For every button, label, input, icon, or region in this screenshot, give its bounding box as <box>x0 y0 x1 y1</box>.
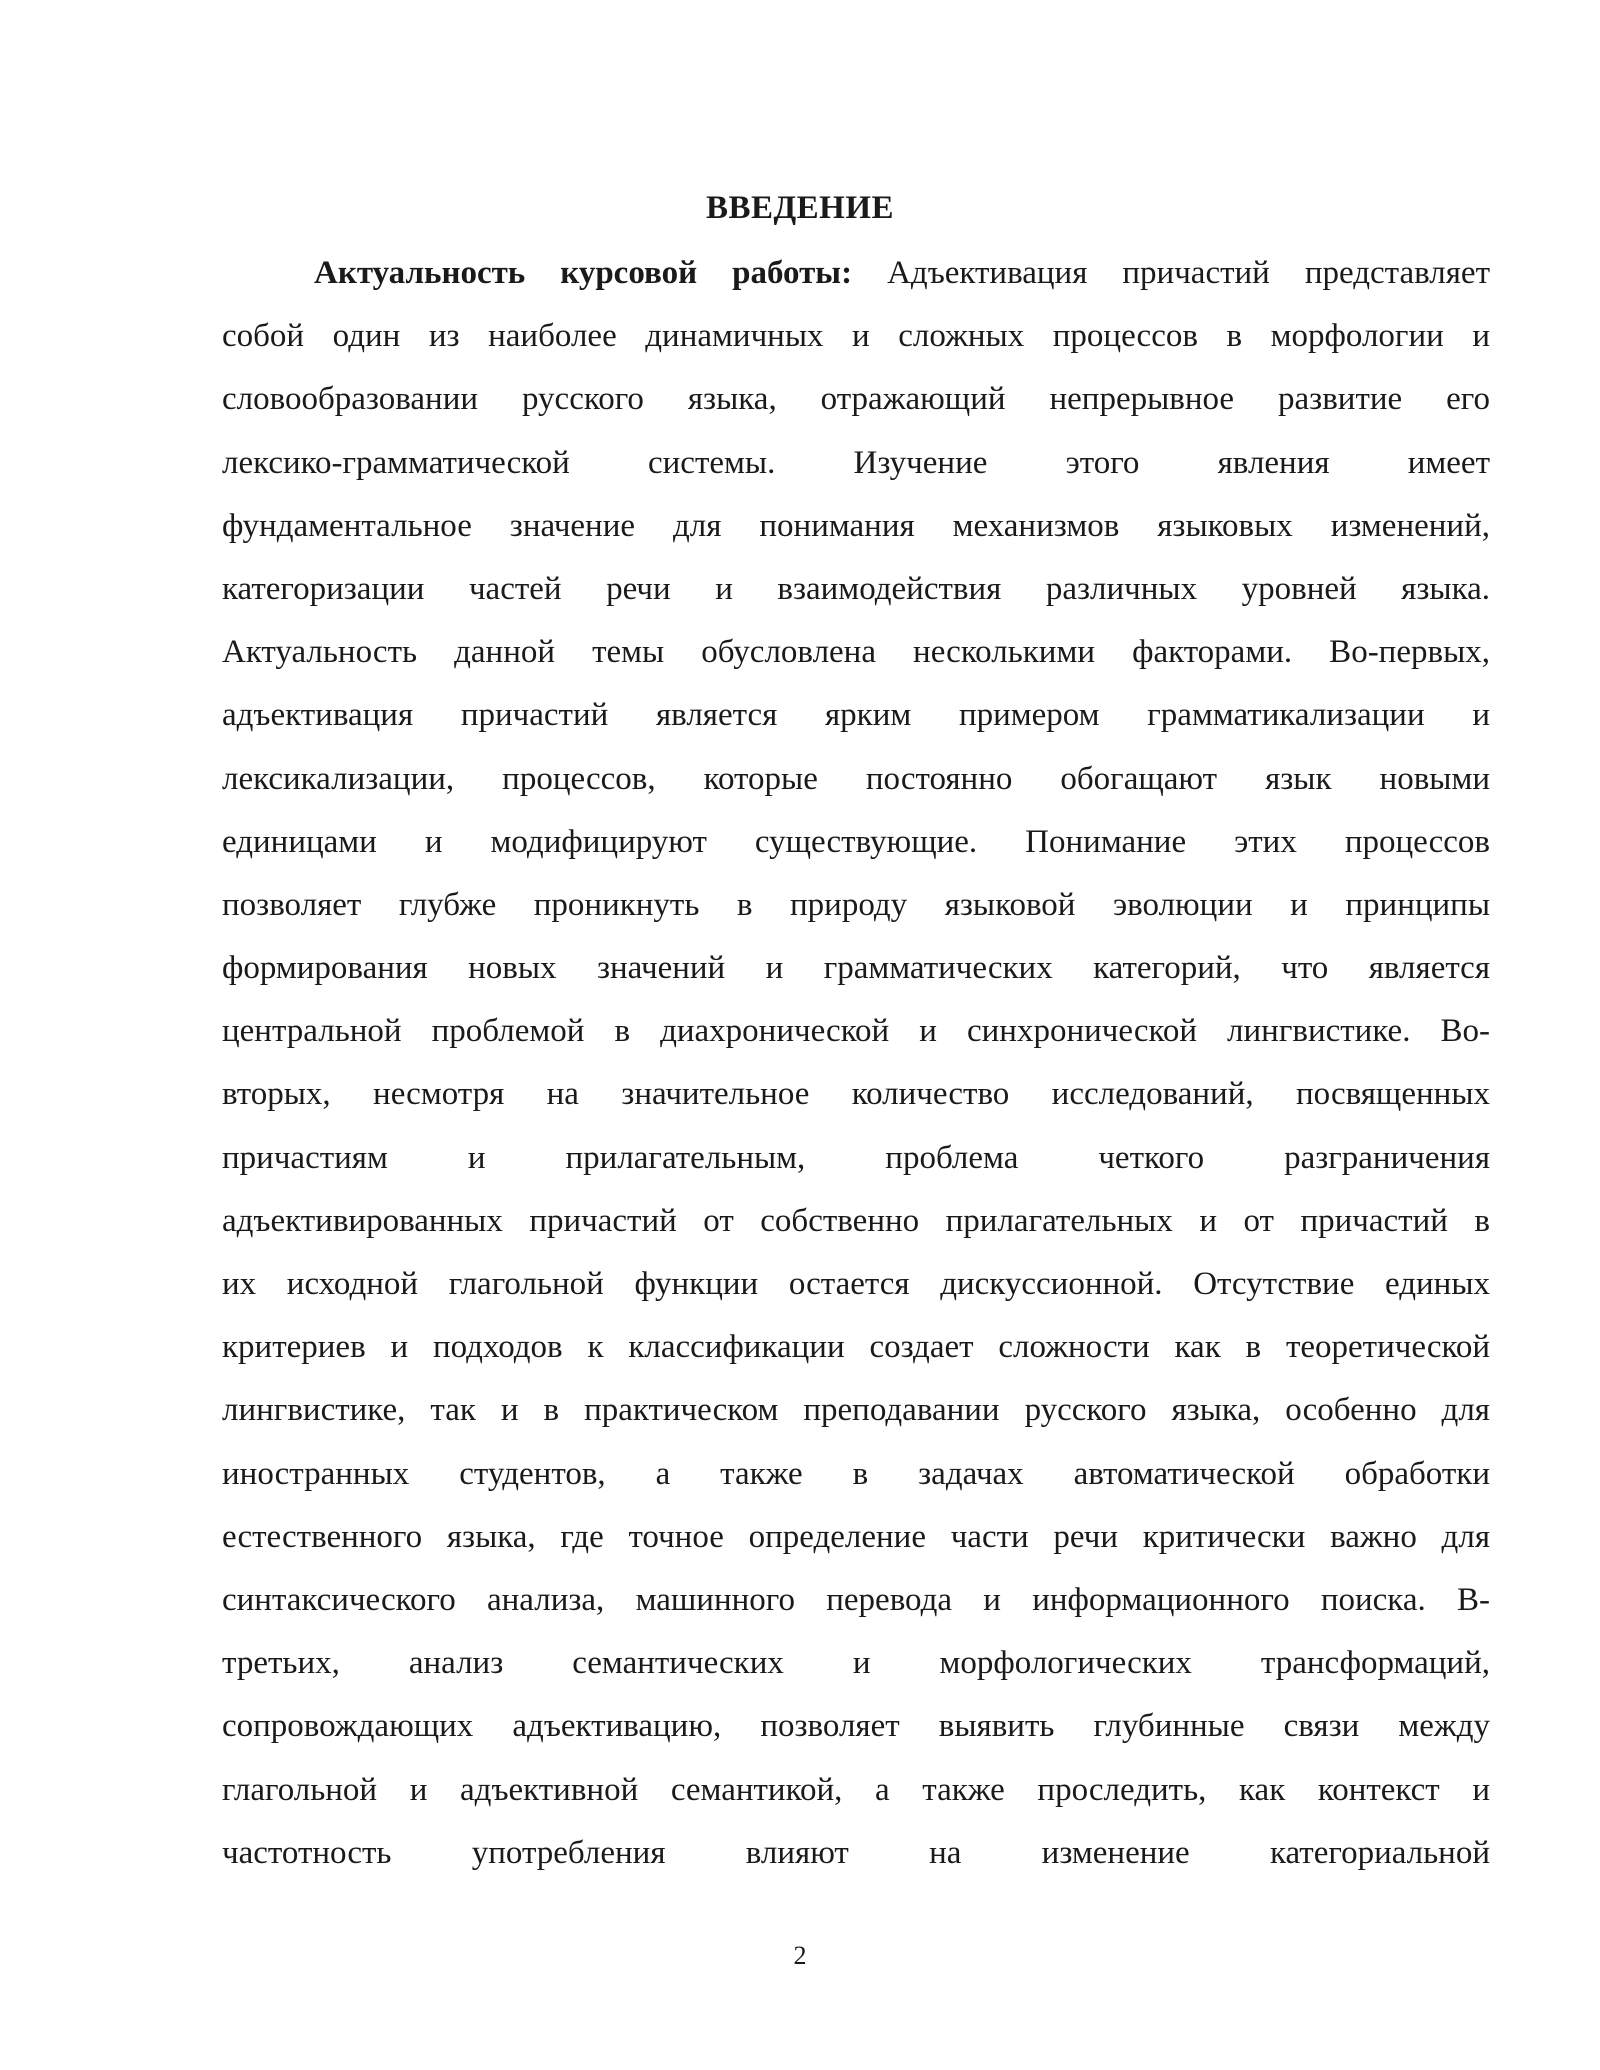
paragraph-line: формирования новых значений и грамматических категорий, что является <box>222 950 1490 987</box>
paragraph-line: центральной проблемой в диахронической и синхронической лингвистике. Во- <box>222 1013 1490 1050</box>
paragraph-line: единицами и модифицируют существующие. Понимание этих процессов <box>222 823 1490 860</box>
paragraph-line: вторых, несмотря на значительное количество исследований, посвященных <box>222 1076 1490 1113</box>
paragraph-line: частотность употребления влияют на изменение категориальной <box>222 1834 1490 1871</box>
paragraph-line: естественного языка, где точное определение части речи критически важно для <box>222 1518 1490 1555</box>
paragraph-line: критериев и подходов к классификации создает сложности как в теоретической <box>222 1329 1490 1366</box>
paragraph-line: третьих, анализ семантических и морфологических трансформаций, <box>222 1645 1490 1682</box>
paragraph-line: иностранных студентов, а также в задачах автоматической обработки <box>222 1455 1490 1492</box>
paragraph-line: причастиям и прилагательным, проблема четкого разграничения <box>222 1139 1490 1176</box>
paragraph-line: лингвистике, так и в практическом преподавании русского языка, особенно для <box>222 1392 1490 1429</box>
paragraph-line: лексикализации, процессов, которые постоянно обогащают язык новыми <box>222 760 1490 797</box>
paragraph-line: синтаксического анализа, машинного перевода и информационного поиска. В- <box>222 1581 1490 1618</box>
page-number: 2 <box>793 1941 807 1970</box>
paragraph-line: словообразовании русского языка, отражающий непрерывное развитие его <box>222 381 1490 418</box>
paragraph-line: сопровождающих адъективацию, позволяет выявить глубинные связи между <box>222 1708 1490 1745</box>
paragraph-line: собой один из наиболее динамичных и сложных процессов в морфологии и <box>222 318 1490 355</box>
paragraph-line: глагольной и адъективной семантикой, а также проследить, как контекст и <box>222 1771 1490 1808</box>
paragraph-line: адъективация причастий является ярким примером грамматикализации и <box>222 697 1490 734</box>
section-heading: ВВЕДЕНИЕ <box>705 190 895 226</box>
paragraph-line: адъективированных причастий от собственно прилагательных и от причастий в <box>222 1202 1490 1239</box>
paragraph-line: фундаментальное значение для понимания механизмов языковых изменений, <box>222 507 1490 544</box>
body-paragraph <box>222 242 1490 1885</box>
paragraph-line: позволяет глубже проникнуть в природу языковой эволюции и принципы <box>222 886 1490 923</box>
lead-label: Актуальность курсовой работы: <box>314 255 853 291</box>
paragraph-line-text: Адъективация причастий представляет <box>852 255 1490 291</box>
paragraph-line: Актуальность данной темы обусловлена несколькими факторами. Во-первых, <box>222 634 1490 671</box>
paragraph-line: категоризации частей речи и взаимодействия различных уровней языка. <box>222 570 1490 607</box>
paragraph-line-1 <box>222 242 1490 305</box>
paragraph-line: лексико-грамматической системы. Изучение этого явления имеет <box>222 444 1490 481</box>
paragraph-line: их исходной глагольной функции остается дискуссионной. Отсутствие единых <box>222 1266 1490 1302</box>
